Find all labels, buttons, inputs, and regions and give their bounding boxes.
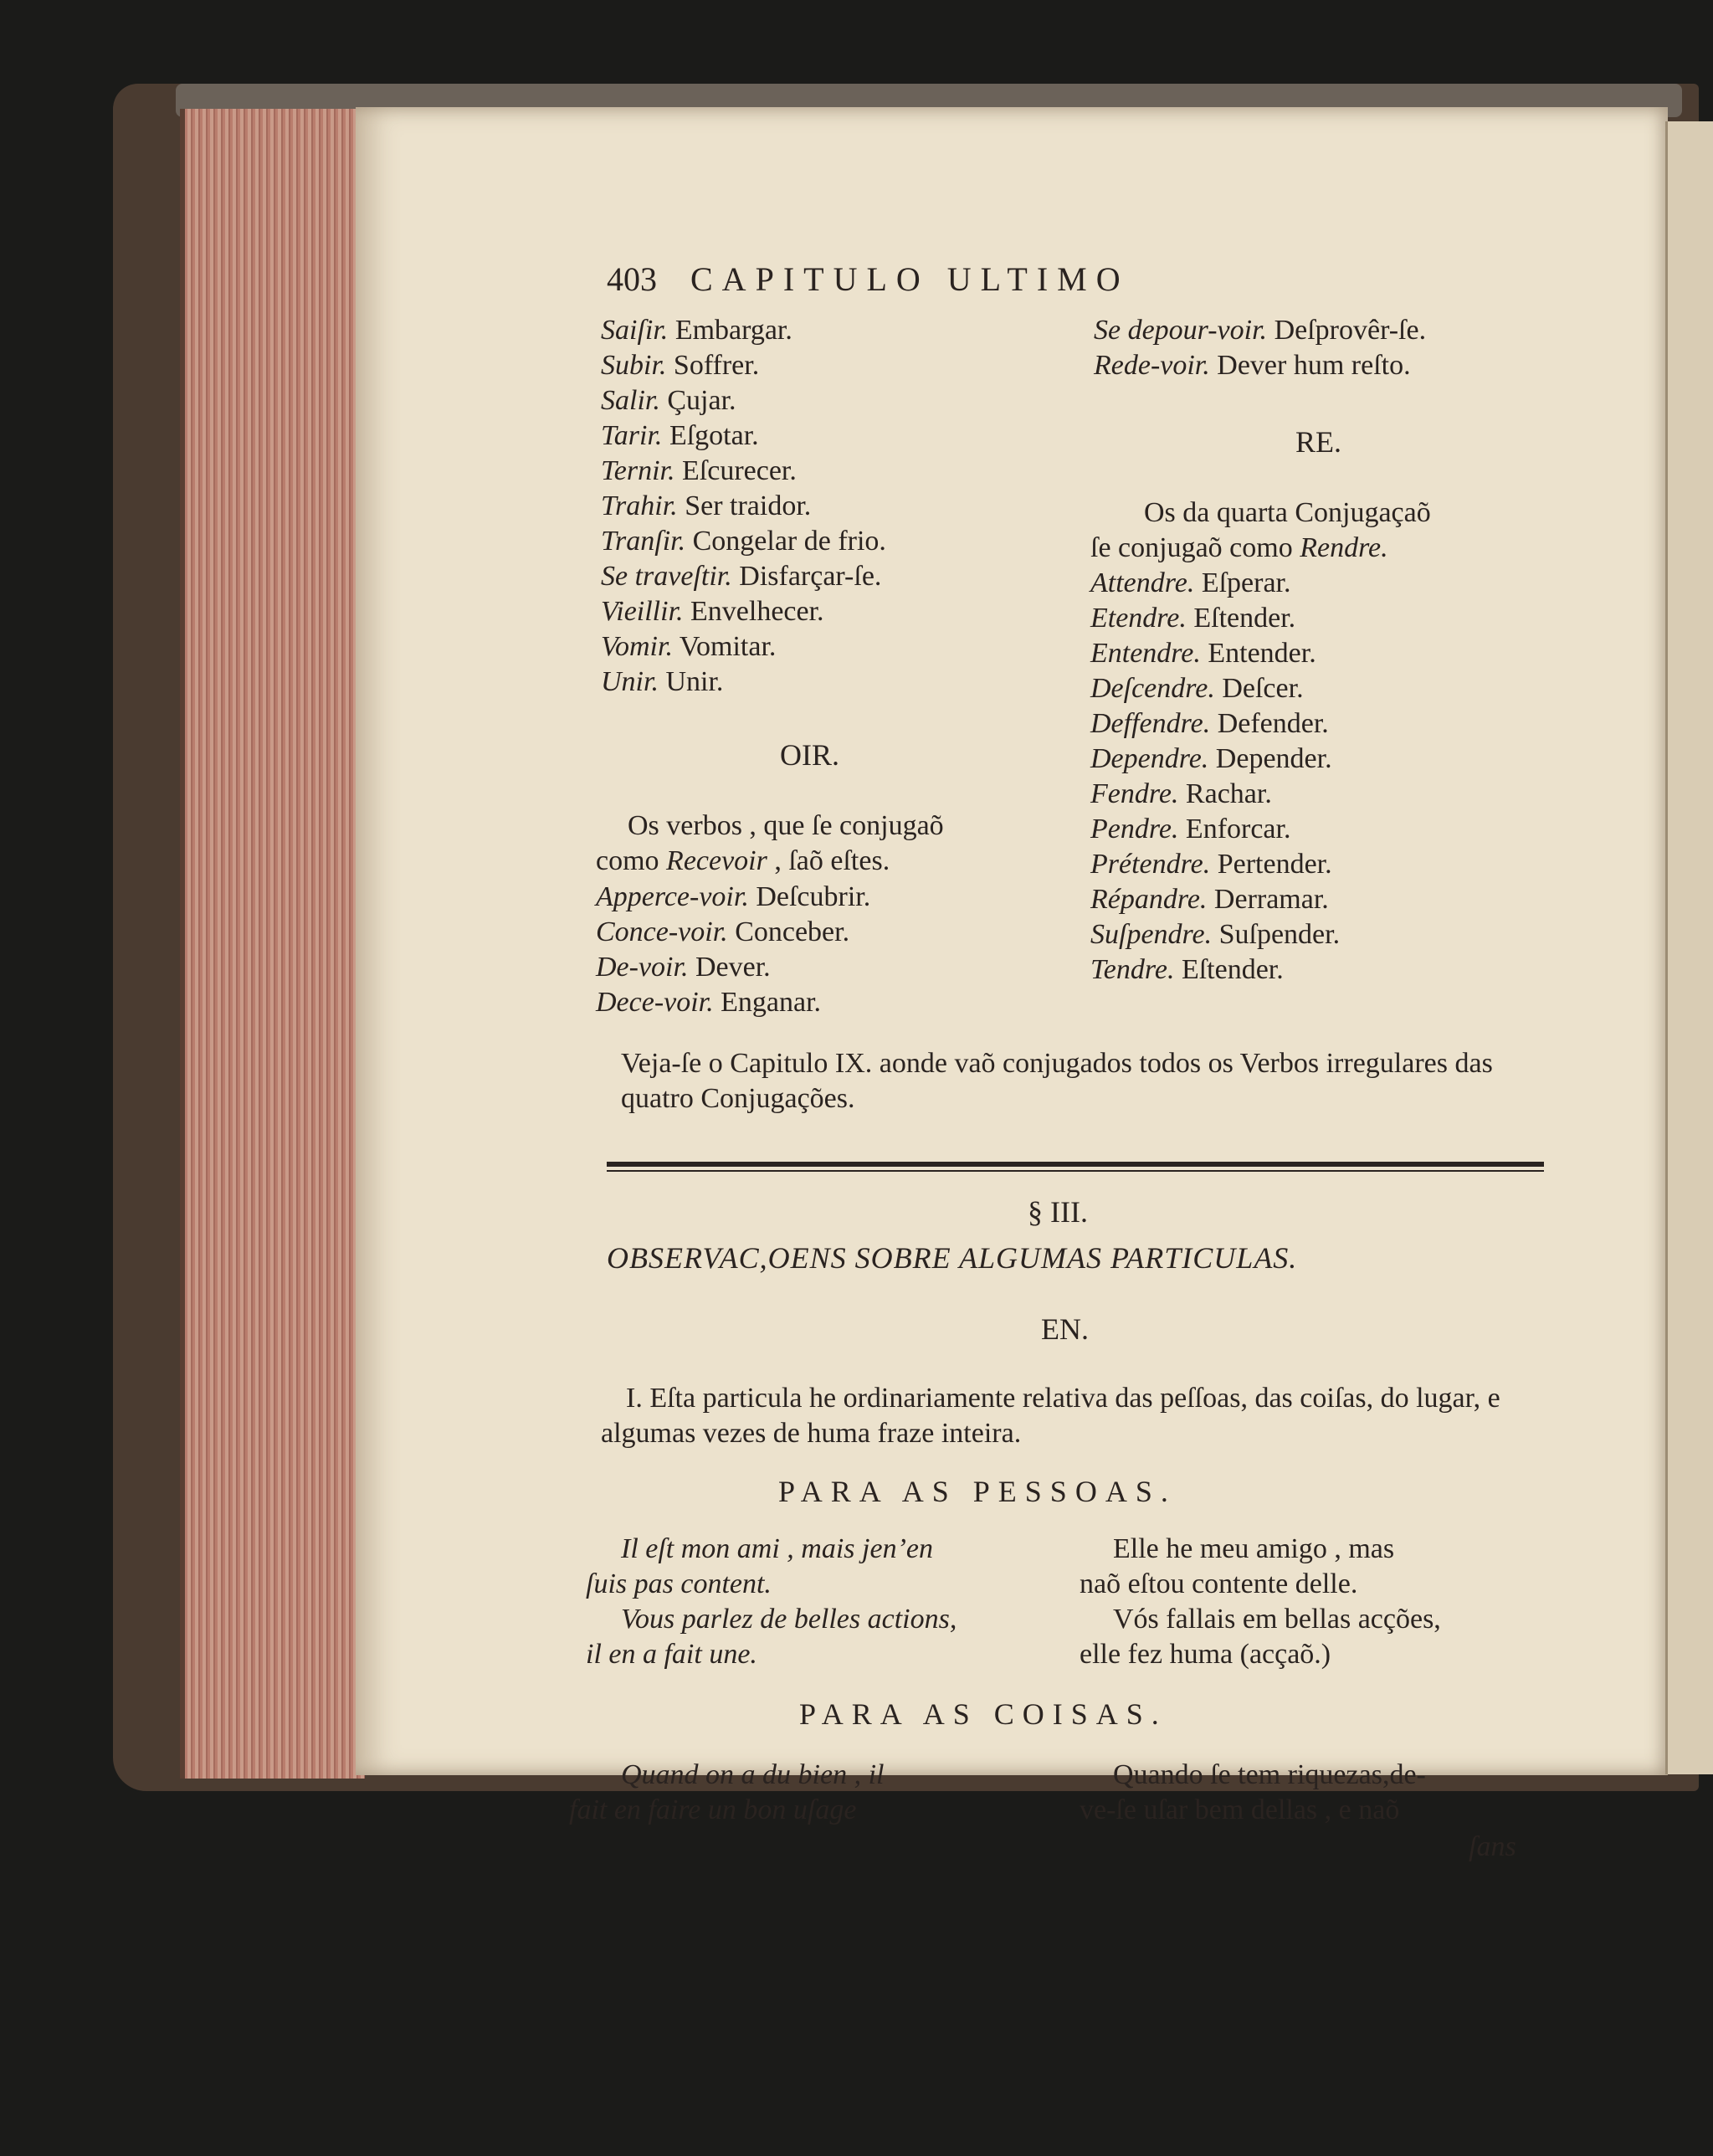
running-header xyxy=(607,259,1130,299)
example-portuguese: ve-ſe uſar bem dellas , e naõ xyxy=(1080,1794,1400,1825)
chapter-note: Veja-ſe o Capitulo IX. aonde vaõ conjugados todos os Verbos irregulares das quatro Conjugações. xyxy=(621,1048,1493,1114)
re-intro-line: ſe conjugaõ como Rendre. xyxy=(1090,532,1388,563)
verb-entry: Répandre. Derramar. xyxy=(1090,884,1329,915)
example-portuguese: Elle he meu amigo , mas xyxy=(1113,1533,1395,1564)
oir-intro-line: Os verbos , que ſe conjugaõ xyxy=(628,810,944,841)
book-page xyxy=(356,107,1668,1775)
example-french: il en a fait une. xyxy=(586,1639,757,1670)
verb-entry: Suſpendre. Suſpender. xyxy=(1090,919,1341,950)
verb-entry: Rede-voir. Dever hum reſto. xyxy=(1094,350,1411,381)
verb-entry: Dece-voir. Enganar. xyxy=(596,987,822,1018)
verb-entry: Vomir. Vomitar. xyxy=(601,631,777,662)
running-title: CAPITULO ULTIMO xyxy=(690,260,1130,298)
verb-entry: Etendre. Eſtender. xyxy=(1090,603,1296,634)
example-french: Il eſt mon ami , mais jen’en xyxy=(621,1533,933,1564)
oir-intro-line: como Recevoir , ſaõ eſtes. xyxy=(596,845,890,876)
verb-entry: Salir. Çujar. xyxy=(601,385,736,416)
verb-entry: Se traveſtir. Disfarçar-ſe. xyxy=(601,561,882,592)
particle-heading: EN. xyxy=(1041,1312,1089,1346)
verb-entry: Deſcendre. Deſcer. xyxy=(1090,673,1304,704)
re-intro-line: Os da quarta Conjugaçaõ xyxy=(1144,497,1431,528)
subhead-people: PARA AS PESSOAS. xyxy=(778,1475,1177,1508)
verb-entry: Pendre. Enforcar. xyxy=(1090,814,1291,844)
subhead-things: PARA AS COISAS. xyxy=(799,1697,1167,1731)
re-heading: RE. xyxy=(1295,425,1342,459)
verb-entry: Vieillir. Envelhecer. xyxy=(601,596,824,627)
example-french: Vous parlez de belles actions, xyxy=(621,1604,957,1635)
verb-entry: Se depour-voir. Deſprovêr-ſe. xyxy=(1094,315,1427,346)
verb-entry: Unir. Unir. xyxy=(601,666,724,697)
example-portuguese: Vós fallais em bellas acções, xyxy=(1113,1604,1441,1635)
example-french: Quand on a du bien , il xyxy=(621,1759,885,1790)
verb-entry: Apperce-voir. Deſcubrir. xyxy=(596,881,871,912)
facing-page-edge xyxy=(1665,121,1713,1774)
catchword: ſans xyxy=(1469,1831,1516,1862)
verb-entry: Fendre. Rachar. xyxy=(1090,778,1272,809)
verb-entry: Tendre. Eſtender. xyxy=(1090,954,1284,985)
verb-entry: Entendre. Entender. xyxy=(1090,638,1316,669)
page-edges xyxy=(180,109,365,1779)
example-portuguese: naõ eſtou contente delle. xyxy=(1080,1568,1358,1599)
verb-entry: Prétendre. Pertender. xyxy=(1090,849,1332,880)
verb-entry: Subir. Soffrer. xyxy=(601,350,760,381)
oir-heading: OIR. xyxy=(780,738,839,772)
verb-entry: Dependre. Depender. xyxy=(1090,743,1332,774)
section-rule-thin xyxy=(607,1170,1544,1172)
verb-entry: De-voir. Dever. xyxy=(596,952,771,983)
verb-entry: Attendre. Eſperar. xyxy=(1090,567,1291,598)
verb-entry: Tranſir. Congelar de frio. xyxy=(601,526,886,557)
verb-entry: Trahir. Ser traidor. xyxy=(601,490,812,521)
verb-entry: Conce-voir. Conceber. xyxy=(596,916,850,947)
example-french: fait en faire un bon uſage xyxy=(569,1794,857,1825)
example-french: ſuis pas content. xyxy=(586,1568,772,1599)
verb-entry: Deffendre. Defender. xyxy=(1090,708,1329,739)
page-number: 403 xyxy=(607,260,657,298)
particle-paragraph: I. Eſta particula he ordinariamente relativa das peſſoas, das coiſas, do lugar, e algumas vezes de huma fraze inteira. xyxy=(601,1383,1500,1449)
section-rule xyxy=(607,1162,1544,1167)
example-portuguese: elle fez huma (acçaõ.) xyxy=(1080,1639,1331,1670)
example-portuguese: Quando ſe tem riquezas,de- xyxy=(1113,1759,1426,1790)
verb-entry: Ternir. Eſcurecer. xyxy=(601,455,797,486)
verb-entry: Tarir. Eſgotar. xyxy=(601,420,759,451)
verb-entry: Saiſir. Embargar. xyxy=(601,315,792,346)
section-number: § III. xyxy=(1028,1195,1088,1229)
section-title: OBSERVAC,OENS SOBRE ALGUMAS PARTICULAS. xyxy=(607,1241,1298,1275)
